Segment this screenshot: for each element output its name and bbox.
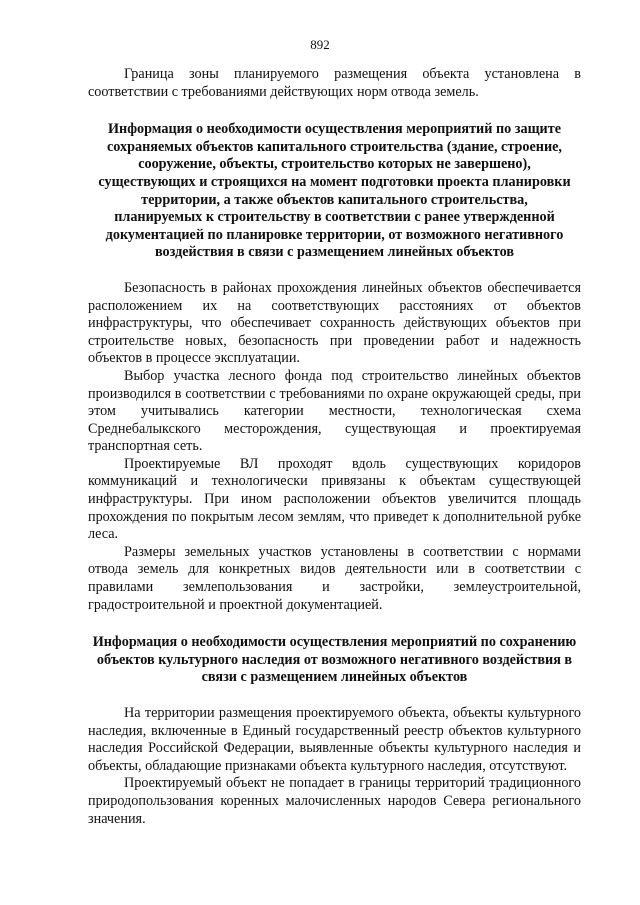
section-heading-cultural-heritage: Информация о необходимости осуществления мероприятий по сохранению объектов культурного наследия от возможного негативного воздействия в связи с размещением линейных объектов xyxy=(92,634,577,686)
intro-paragraph: Граница зоны планируемого размещения объекта установлена в соответствии с требованиями действующих норм отвода земель. xyxy=(88,66,581,100)
paragraph: Выбор участка лесного фонда под строительство линейных объектов производился в соответствии с требованиями по охране окружающей среды, при этом учитывались категории местности, технологическая схема Среднебалыкского месторождения, существующая и проектируемая транспортная сеть. xyxy=(88,367,581,455)
page-content xyxy=(88,66,581,828)
section-body-cultural-heritage xyxy=(88,705,581,828)
paragraph: Размеры земельных участков установлены в соответствии с нормами отвода земель для конкретных видов деятельности или в соответствии с правилами землепользования и застройки, землеустроительной, градостроительной и проектной документацией. xyxy=(88,543,581,613)
paragraph: На территории размещения проектируемого объекта, объекты культурного наследия, включенные в Единый государственный реестр объектов культурного наследия Российской Федерации, выявленные объекты культурного наследия и объекты, обладающие признаками объекта культурного наследия, отсутствуют. xyxy=(88,705,581,774)
section-heading-protection: Информация о необходимости осуществления мероприятий по защите сохраняемых объектов капитального строительства (здание, строение, сооружение, объекты, строительство которых не завершено), существующих и строящихся на момент подготовки проекта планировки территории, а также объектов капитального строительства, планируемых к строительству в соответствии с ранее утвержденной документацией по планировке территории, от возможного негативного воздействия в связи с размещением линейных объектов xyxy=(98,121,571,261)
paragraph: Безопасность в районах прохождения линейных объектов обеспечивается расположением их на соответствующих расстояниях от объектов инфраструктуры, что обеспечивает сохранность действующих объектов при строительстве новых, безопасность при проведении работ и надежность объектов в процессе эксплуатации. xyxy=(88,279,581,367)
paragraph: Проектируемые ВЛ проходят вдоль существующих коридоров коммуникаций и технологически привязаны к объектам существующей инфраструктуры. При ином расположении объектов увеличится площадь прохождения по покрытым лесом землям, что приведет к дополнительной рубке леса. xyxy=(88,455,581,543)
section-body-protection xyxy=(88,280,581,614)
paragraph: Проектируемый объект не попадает в границы территорий традиционного природопользования коренных малочисленных народов Севера регионального значения. xyxy=(88,775,581,827)
page-number: 892 xyxy=(310,37,330,52)
